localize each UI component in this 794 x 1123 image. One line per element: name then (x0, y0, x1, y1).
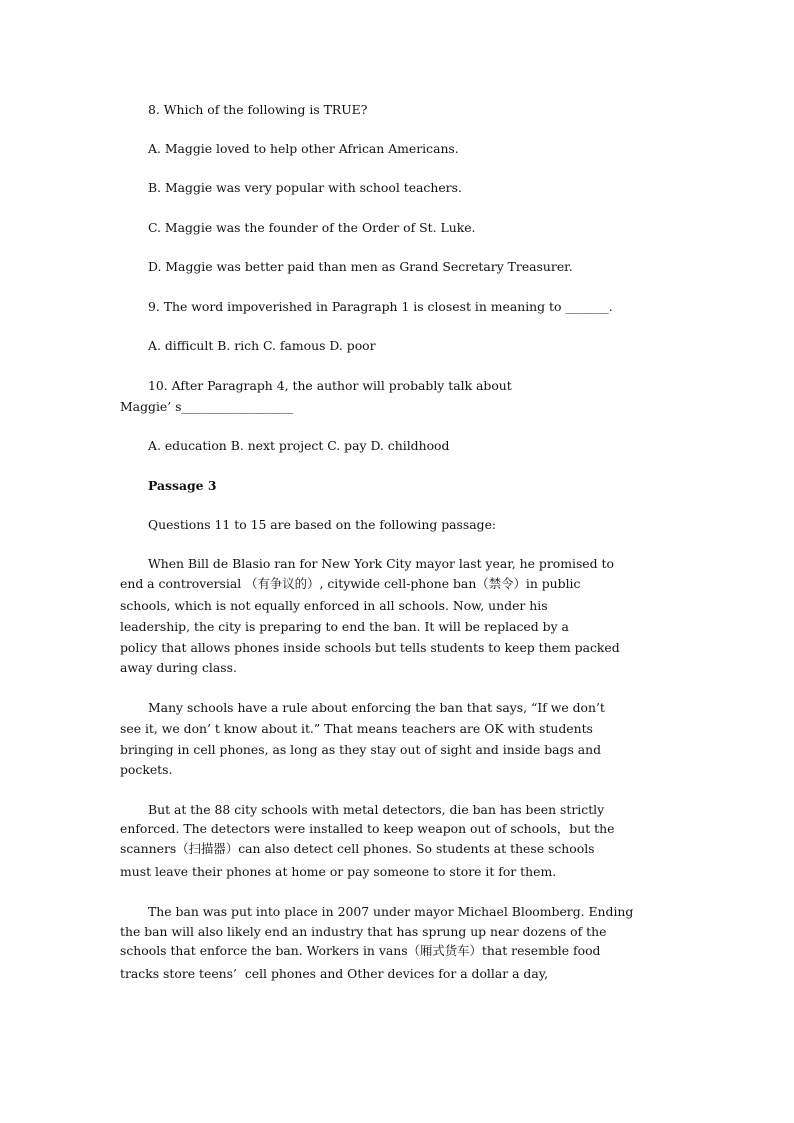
paragraph-line: the ban will also likely end an industry that has sprung up near dozens of the (120, 924, 607, 939)
paragraph-line: leadership, the city is preparing to end the ban. It will be replaced by a (120, 619, 569, 634)
paragraph-line: bringing in cell phones, as long as they stay out of sight and inside bags and (120, 742, 602, 757)
question-8-option-c: C. Maggie was the founder of the Order of St. Luke. (148, 220, 476, 235)
passage-3-intro: Questions 11 to 15 are based on the following passage: (148, 517, 497, 532)
paragraph-line: end a controversial （有争议的）, citywide cell-phone ban（禁令）in public (120, 576, 581, 591)
question-8-option-a: A. Maggie loved to help other African Americans. (148, 141, 459, 156)
paragraph-line: see it, we don’ t know about it.” That means teachers are OK with students (120, 721, 593, 736)
question-8-option-d: D. Maggie was better paid than men as Grand Secretary Treasurer. (148, 259, 573, 274)
paragraph-line: away during class. (120, 660, 237, 675)
question-9-options: A. difficult B. rich C. famous D. poor (148, 338, 376, 353)
paragraph-line: schools, which is not equally enforced in all schools. Now, under his (120, 598, 548, 613)
question-10-stem-line-2: Maggie’ s__________________ (120, 399, 293, 414)
question-10-stem-line-1: 10. After Paragraph 4, the author will probably talk about (148, 378, 512, 393)
paragraph-line: When Bill de Blasio ran for New York City mayor last year, he promised to (148, 556, 614, 571)
paragraph-line: Many schools have a rule about enforcing the ban that says, “If we don’t (148, 700, 605, 715)
paragraph-line: schools that enforce the ban. Workers in vans（厢式货车）that resemble food (120, 943, 601, 958)
paragraph-line: But at the 88 city schools with metal detectors, die ban has been strictly (148, 802, 605, 817)
passage-3-heading: Passage 3 (148, 478, 217, 493)
question-8-stem: 8. Which of the following is TRUE? (148, 102, 368, 117)
question-8-option-b: B. Maggie was very popular with school teachers. (148, 180, 462, 195)
question-10-options: A. education B. next project C. pay D. childhood (148, 438, 450, 453)
paragraph-line: enforced. The detectors were installed to keep weapon out of schools，but the (120, 821, 615, 836)
question-9-stem: 9. The word impoverished in Paragraph 1 is closest in meaning to _______. (148, 299, 613, 314)
paragraph-line: tracks store teens’ cell phones and Other devices for a dollar a day, (120, 966, 549, 981)
paragraph-line: The ban was put into place in 2007 under mayor Michael Bloomberg. Ending (148, 904, 634, 919)
paragraph-line: pockets. (120, 762, 173, 777)
paragraph-line: policy that allows phones inside schools but tells students to keep them packed (120, 640, 620, 655)
paragraph-line: scanners（扫描器）can also detect cell phones. So students at these schools (120, 841, 595, 856)
paragraph-line: must leave their phones at home or pay someone to store it for them. (120, 864, 557, 879)
